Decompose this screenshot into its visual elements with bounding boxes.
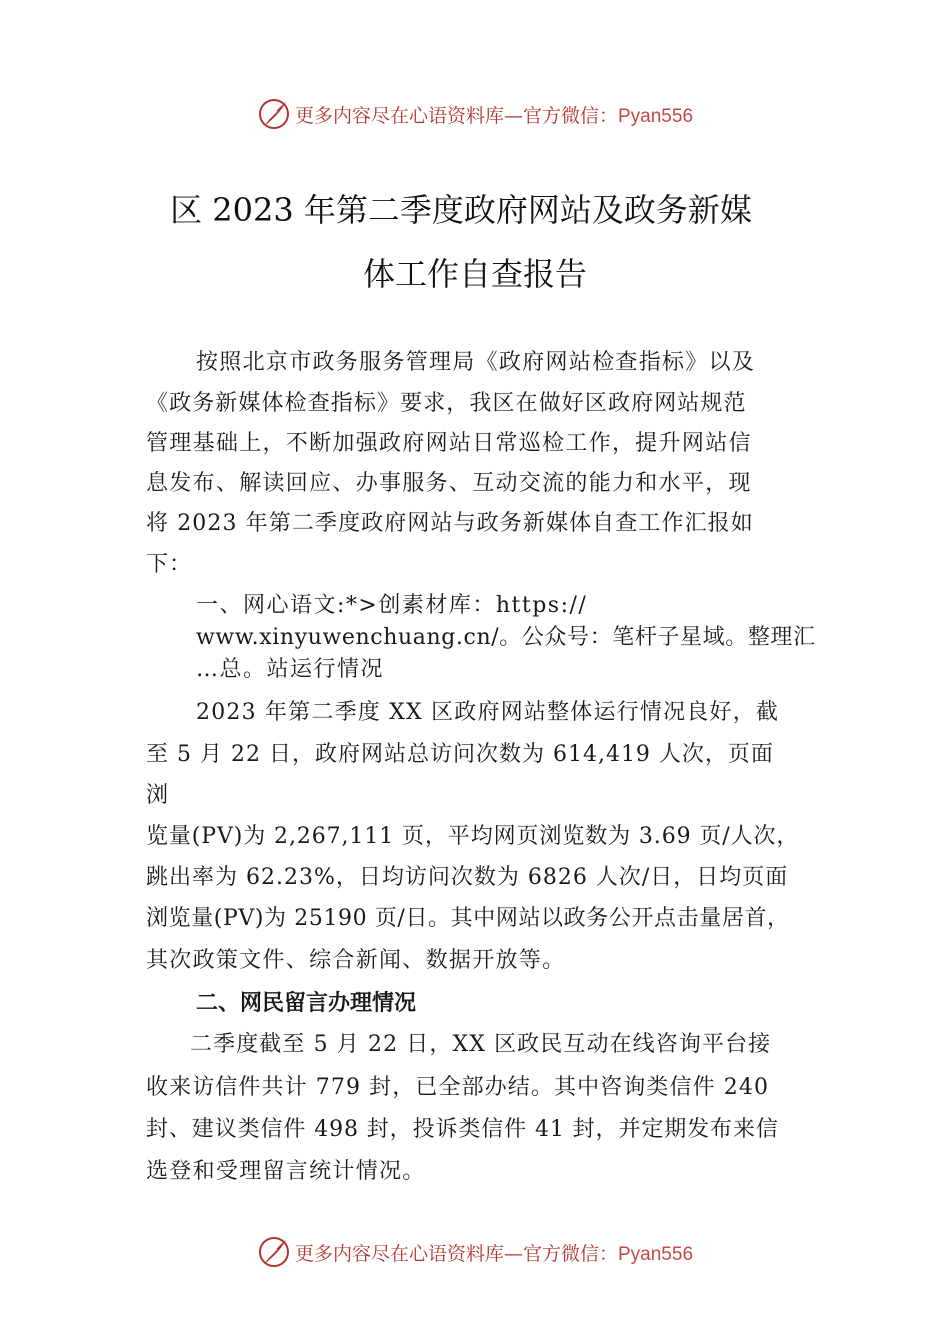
intro-line-4: 息发布、解读回应、办事服务、互动交流的能力和水平，现 — [146, 471, 752, 496]
section2-body-line-1: 二季度截至 5 月 22 日，XX 区政民互动在线咨询平台接 — [190, 1032, 772, 1057]
intro-line-5: 将 2023 年第二季度政府网站与政务新媒体自查工作汇报如 — [146, 511, 754, 536]
section1-heading-line-1: 一、网心语文:*>创素材库：https:// — [196, 593, 588, 618]
document-title-line-2: 体工作自查报告 — [362, 255, 587, 293]
feather-quill-logo-icon — [257, 1235, 291, 1269]
document-title-line-1: 区 2023 年第二季度政府网站及政务新媒 — [170, 191, 752, 229]
intro-line-2: 《政务新媒体检查指标》要求，我区在做好区政府网站规范 — [146, 391, 747, 416]
section1-heading-line-3: …总。站运行情况 — [196, 657, 385, 682]
section1-body-line-7: 其次政策文件、综合新闻、数据开放等。 — [146, 948, 566, 973]
section2-body-line-4: 选登和受理留言统计情况。 — [146, 1159, 426, 1184]
intro-line-6: 下： — [146, 552, 193, 577]
watermark-text: 更多内容尽在心语资料库—官方微信：Pyan556 — [294, 1242, 694, 1265]
section2-body-line-2: 收来访信件共计 779 封，已全部办结。其中咨询类信件 240 — [146, 1075, 770, 1100]
section1-body-line-1: 2023 年第二季度 XX 区政府网站整体运行情况良好，截 — [196, 700, 780, 725]
intro-line-1: 按照北京市政务服务管理局《政府网站检查指标》以及 — [196, 350, 756, 375]
section2-body-line-3: 封、建议类信件 498 封，投诉类信件 41 封，并定期发布来信 — [146, 1117, 779, 1142]
watermark-banner-bottom — [0, 1230, 950, 1274]
section1-body-line-4: 览量(PV)为 2,267,111 页，平均网页浏览数为 3.69 页/人次， — [146, 824, 800, 849]
feather-quill-logo-icon — [257, 97, 291, 131]
intro-line-3: 管理基础上，不断加强政府网站日常巡检工作，提升网站信 — [146, 431, 752, 456]
section1-body-line-3: 浏 — [146, 783, 170, 808]
section2-heading: 二、网民留言办理情况 — [196, 991, 417, 1016]
section1-body-line-5: 跳出率为 62.23%，日均访问次数为 6826 人次/日，日均页面 — [146, 865, 789, 890]
watermark-banner-top — [0, 92, 950, 136]
section1-heading-line-2: www.xinyuwenchuang.cn/。公众号：笔杆子星域。整理汇 — [196, 625, 816, 650]
watermark-text: 更多内容尽在心语资料库—官方微信：Pyan556 — [294, 104, 694, 127]
section1-body-line-6: 浏览量(PV)为 25190 页/日。其中网站以政务公开点击量居首， — [146, 906, 790, 931]
section1-body-line-2: 至 5 月 22 日，政府网站总访问次数为 614,419 人次，页面 — [146, 742, 774, 767]
